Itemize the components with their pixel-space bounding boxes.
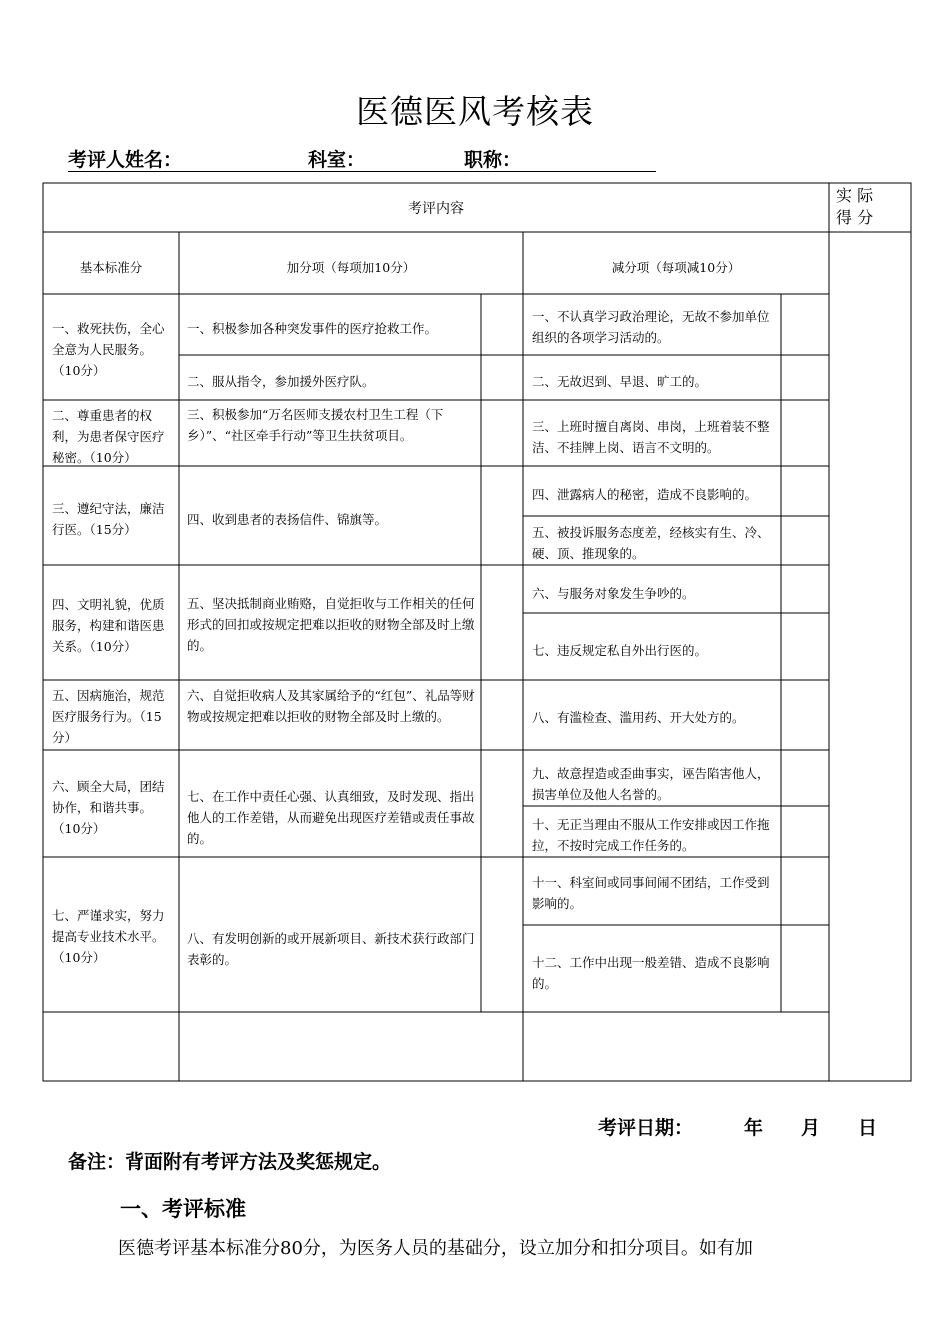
col-header-add: 加分项（每项加10分） (286, 260, 416, 275)
deduct-item: 七、违反规定私自外出行医的。 (532, 643, 708, 658)
col-header-basic: 基本标准分 (79, 260, 143, 275)
deduct-item: 十、无正当理由不服从工作安排或因工作拖拉，不按时完成工作任务的。 (532, 817, 770, 853)
add-item: 一、积极参加各种突发事件的医疗抢救工作。 (187, 321, 438, 336)
department-label: 科室： (308, 149, 366, 171)
basic-item: 四、文明礼貌，优质服务，构建和谐医患关系。（10分） (52, 597, 165, 654)
add-item: 三、积极参加“万名医师支援农村卫生工程（下乡）”、“社区牵手行动”等卫生扶贫项目。 (187, 407, 444, 443)
month-label: 月 (801, 1117, 821, 1139)
evaluator-name-label: 考评人姓名： (68, 149, 183, 171)
deduct-item: 二、无故迟到、早退、旷工的。 (532, 374, 708, 389)
basic-item: 七、严谨求实，努力提高专业技术水平。（10分） (52, 908, 165, 965)
deduct-item: 十二、工作中出现一般差错、造成不良影响的。 (532, 955, 770, 991)
add-item: 二、服从指令，参加援外医疗队。 (187, 374, 375, 389)
basic-item: 一、救死扶伤，全心全意为人民服务。（10分） (52, 321, 165, 378)
deduct-item: 三、上班时擅自离岗、串岗，上班着装不整洁、不挂牌上岗、语言不文明的。 (532, 419, 770, 455)
basic-item: 五、因病施治，规范医疗服务行为。（15分） (52, 688, 165, 745)
year-label: 年 (744, 1117, 764, 1139)
basic-item: 三、遵纪守法，廉洁行医。（15分） (52, 501, 165, 537)
page-title: 医德医风考核表 (356, 92, 594, 131)
remark-note: 备注：背面附有考评方法及奖惩规定。 (68, 1151, 392, 1173)
add-item: 六、自觉拒收病人及其家属给予的“红包”、礼品等财物或按规定把难以拒收的财物全部及时上缴的。 (187, 688, 475, 724)
deduct-item: 十一、科室间或同事间闹不团结，工作受到影响的。 (532, 875, 770, 911)
header-evaluation-content: 考评内容 (408, 201, 464, 217)
col-header-deduct: 减分项（每项减10分） (611, 260, 741, 275)
add-item: 七、在工作中责任心强、认真细致，及时发现、指出他人的工作差错，从而避免出现医疗差错或责任事故的。 (187, 789, 475, 846)
basic-item: 二、尊重患者的权利，为患者保守医疗秘密。（10分） (52, 408, 165, 465)
deduct-item: 一、不认真学习政治理论，无故不参加单位组织的各项学习活动的。 (532, 309, 770, 345)
add-item: 五、坚决抵制商业贿赂，自觉拒收与工作相关的任何形式的回扣或按规定把难以拒收的财物全部及时上缴的。 (187, 596, 475, 653)
add-item: 八、有发明创新的或开展新项目、新技术获行政部门表彰的。 (187, 931, 475, 967)
body-paragraph: 医德考评基本标准分80分，为医务人员的基础分，设立加分和扣分项目。如有加 (118, 1238, 753, 1259)
deduct-item: 九、故意捏造或歪曲事实，诬告陷害他人，损害单位及他人名誉的。 (532, 766, 770, 802)
position-label: 职称： (464, 149, 522, 171)
add-item: 四、收到患者的表扬信件、锦旗等。 (187, 512, 388, 527)
deduct-item: 八、有滥检查、滥用药、开大处方的。 (532, 710, 745, 725)
deduct-item: 四、泄露病人的秘密，造成不良影响的。 (532, 487, 758, 502)
deduct-item: 五、被投诉服务态度差，经核实有生、冷、硬、顶、推现象的。 (532, 525, 770, 561)
day-label: 日 (858, 1117, 878, 1139)
basic-item: 六、顾全大局，团结协作，和谐共事。（10分） (52, 779, 165, 836)
deduct-item: 六、与服务对象发生争吵的。 (532, 586, 695, 601)
section-heading: 一、考评标准 (120, 1197, 246, 1221)
evaluation-date-label: 考评日期： (598, 1117, 694, 1139)
header-actual-score: 实 际 得 分 (836, 186, 874, 227)
